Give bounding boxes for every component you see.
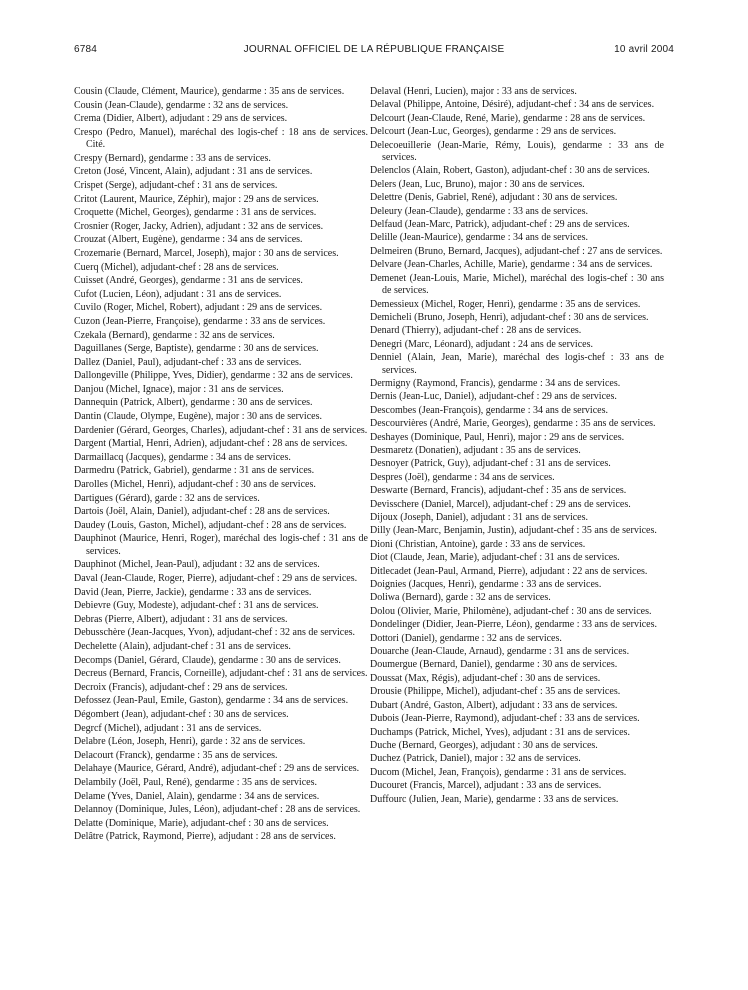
list-item: Duchez (Patrick, Daniel), major : 32 ans de services. [370,753,581,765]
list-item: Despres (Joël), gendarme : 34 ans de services. [370,471,555,483]
list-item: Delecoeuillerie (Jean-Marie, Rémy, Louis), gendarme : 33 ans de services. [370,139,664,164]
list-item: Delabre (Léon, Joseph, Henri), garde : 32 ans de services. [74,736,306,748]
list-item: Denniel (Alain, Jean, Marie), maréchal des logis-chef : 33 ans de services. [370,352,664,376]
list-item: Delacourt (Franck), gendarme : 35 ans de services. [74,749,278,761]
list-item: Ducom (Michel, Jean, François), gendarme : 31 ans de services. [370,766,627,778]
list-item: Dondelinger (Didier, Jean-Pierre, Léon), gendarme : 33 ans de services. [370,619,657,631]
list-item: Dubois (Jean-Pierre, Raymond), adjudant-chef : 33 ans de services. [370,713,640,725]
list-item: Danjou (Michel, Ignace), major : 31 ans de services. [74,383,284,395]
list-item: Dartois (Joël, Alain, Daniel), adjudant-chef : 28 ans de services. [74,506,330,518]
right-column [370,86,664,807]
list-item: Desnoyer (Patrick, Guy), adjudant-chef : 31 ans de services. [370,458,611,470]
list-item: Crouzat (Albert, Eugène), gendarme : 34 ans de services. [74,234,303,246]
list-item: Debusschère (Jean-Jacques, Yvon), adjudant-chef : 32 ans de services. [74,627,356,639]
list-item: Dottori (Daniel), gendarme : 32 ans de services. [370,632,562,644]
list-item: Critot (Laurent, Maurice, Zéphir), major : 29 ans de services. [74,193,319,205]
list-item: Delfaud (Jean-Marc, Patrick), adjudant-chef : 29 ans de services. [370,219,630,231]
list-item: Cuisset (André, Georges), gendarme : 31 ans de services. [74,275,303,287]
list-item: Demenet (Jean-Louis, Marie, Michel), maréchal des logis-chef : 30 ans de services. [370,272,664,297]
list-item: Delettre (Denis, Gabriel, René), adjudant : 30 ans de services. [370,192,618,204]
list-item: Doliwa (Bernard), garde : 32 ans de services. [370,592,551,604]
list-item: David (Jean, Pierre, Jackie), gendarme : 33 ans de services. [74,586,312,598]
list-item: Desmaretz (Donatien), adjudant : 35 ans de services. [370,444,581,456]
list-item: Cousin (Claude, Clément, Maurice), gendarme : 35 ans de services. [74,86,345,97]
list-item: Cuerq (Michel), adjudant-chef : 28 ans de services. [74,261,279,273]
list-item: Denegri (Marc, Léonard), adjudant : 24 ans de services. [370,338,593,350]
list-item: Delatte (Dominique, Marie), adjudant-chef : 30 ans de services. [74,817,329,829]
journal-title: JOURNAL OFFICIEL DE LA RÉPUBLIQUE FRANÇAISE [243,44,505,55]
list-item: Croquette (Michel, Georges), gendarme : 31 ans de services. [74,207,317,219]
list-item: Doignies (Jacques, Henri), gendarme : 33 ans de services. [370,579,602,591]
list-item: Cufot (Lucien, Léon), adjudant : 31 ans de services. [74,288,282,300]
list-item: Defossez (Jean-Paul, Emile, Gaston), gendarme : 34 ans de services. [74,695,349,707]
list-item: Czekala (Bernard), gendarme : 32 ans de services. [74,329,275,341]
list-item: Dannequin (Patrick, Albert), gendarme : 30 ans de services. [74,397,313,409]
list-item: Delers (Jean, Luc, Bruno), major : 30 ans de services. [370,178,585,190]
list-item: Crozemarie (Bernard, Marcel, Joseph), major : 30 ans de services. [74,247,339,259]
page-number: 6784 [74,44,98,55]
list-item: Dubart (André, Gaston, Albert), adjudant : 33 ans de services. [370,699,618,711]
list-item: Delaval (Henri, Lucien), major : 33 ans de services. [370,86,577,97]
list-item: Decomps (Daniel, Gérard, Claude), gendarme : 30 ans de services. [74,654,341,666]
list-item: Darolles (Michel, Henri), adjudant-chef : 30 ans de services. [74,479,316,491]
list-item: Drousie (Philippe, Michel), adjudant-chef : 35 ans de services. [370,686,621,698]
list-item: Delcourt (Jean-Luc, Georges), gendarme : 29 ans de services. [370,126,617,138]
list-item: Dauphinot (Maurice, Henri, Roger), maréchal des logis-chef : 31 ans de services. [74,533,368,557]
list-item: Deshayes (Dominique, Paul, Henri), major : 29 ans de services. [370,431,625,443]
list-item: Cuvilo (Roger, Michel, Robert), adjudant : 29 ans de services. [74,302,323,314]
list-item: Demessieux (Michel, Roger, Henri), gendarme : 35 ans de services. [370,298,641,310]
list-item: Ducouret (Francis, Marcel), adjudant : 33 ans de services. [370,780,602,792]
list-item: Daval (Jean-Claude, Roger, Pierre), adjudant-chef : 29 ans de services. [74,573,358,584]
list-item: Delenclos (Alain, Robert, Gaston), adjudant-chef : 30 ans de services. [370,165,650,177]
list-item: Degrcf (Michel), adjudant : 31 ans de services. [74,722,262,734]
list-item: Crespo (Pedro, Manuel), maréchal des logis-chef : 18 ans de services. Cité. [74,126,368,151]
list-item: Dallongeville (Philippe, Yves, Didier), gendarme : 32 ans de services. [74,370,353,382]
list-item: Delcourt (Jean-Claude, René, Marie), gendarme : 28 ans de services. [370,112,646,124]
list-item: Crema (Didier, Albert), adjudant : 29 ans de services. [74,113,288,125]
list-item: Decreus (Bernard, Francis, Corneille), adjudant-chef : 31 ans de services. [74,668,368,680]
list-item: Deswarte (Bernard, Francis), adjudant-chef : 35 ans de services. [370,485,627,497]
list-item: Decroix (Francis), adjudant-chef : 29 ans de services. [74,681,288,693]
list-item: Crosnier (Roger, Jacky, Adrien), adjudant : 32 ans de services. [74,220,324,232]
list-item: Crespy (Bernard), gendarme : 33 ans de services. [74,152,271,164]
list-item: Dioni (Christian, Antoine), garde : 33 ans de services. [370,538,586,550]
list-item: Dilly (Jean-Marc, Benjamin, Justin), adjudant-chef : 35 ans de services. [370,525,657,537]
list-item: Dijoux (Joseph, Daniel), adjudant : 31 ans de services. [370,512,589,523]
list-item: Diot (Claude, Jean, Marie), adjudant-chef : 31 ans de services. [370,552,620,564]
list-item: Daguillanes (Serge, Baptiste), gendarme : 30 ans de services. [74,343,319,355]
list-item: Debievre (Guy, Modeste), adjudant-chef : 31 ans de services. [74,600,319,612]
list-item: Dardenier (Gérard, Georges, Charles), adjudant-chef : 31 ans de services. [74,424,368,436]
list-item: Crispet (Serge), adjudant-chef : 31 ans de services. [74,179,278,191]
list-item: Delille (Jean-Maurice), gendarme : 34 ans de services. [370,232,588,244]
list-item: Dolou (Olivier, Marie, Philomène), adjudant-chef : 30 ans de services. [370,605,652,617]
list-item: Duche (Bernard, Georges), adjudant : 30 ans de services. [370,739,598,751]
list-item: Darmaillacq (Jacques), gendarme : 34 ans de services. [74,451,291,463]
list-item: Dargent (Martial, Henri, Adrien), adjudant-chef : 28 ans de services. [74,438,348,450]
list-item: Dechelette (Alain), adjudant-chef : 31 ans de services. [74,640,291,652]
list-item: Delmeiren (Bruno, Bernard, Jacques), adjudant-chef : 27 ans de services. [370,245,663,257]
list-item: Delannoy (Dominique, Jules, Léon), adjudant-chef : 28 ans de services. [74,804,361,816]
list-item: Descombes (Jean-François), gendarme : 34 ans de services. [370,404,608,416]
left-column [74,86,368,845]
list-item: Delâtre (Patrick, Raymond, Pierre), adjudant : 28 ans de services. [74,831,336,843]
list-item: Duffourc (Julien, Jean, Marie), gendarme : 33 ans de services. [370,793,619,805]
list-item: Doumergue (Bernard, Daniel), gendarme : 30 ans de services. [370,659,618,671]
list-item: Dégombert (Jean), adjudant-chef : 30 ans de services. [74,708,289,720]
list-item: Debras (Pierre, Albert), adjudant : 31 ans de services. [74,613,288,625]
list-item: Duchamps (Patrick, Michel, Yves), adjudant : 31 ans de services. [370,726,630,738]
list-item: Douarche (Jean-Claude, Arnaud), gendarme : 31 ans de services. [370,646,630,658]
list-item: Dallez (Daniel, Paul), adjudant-chef : 33 ans de services. [74,356,302,368]
list-item: Delaval (Philippe, Antoine, Désiré), adjudant-chef : 34 ans de services. [370,99,655,111]
list-item: Denard (Thierry), adjudant-chef : 28 ans de services. [370,325,582,337]
list-item: Devisschere (Daniel, Marcel), adjudant-chef : 29 ans de services. [370,498,631,510]
list-item: Delahaye (Maurice, Gérard, André), adjudant-chef : 29 ans de services. [74,763,360,775]
list-item: Darmedru (Patrick, Gabriel), gendarme : 31 ans de services. [74,465,315,477]
list-item: Daudey (Louis, Gaston, Michel), adjudant-chef : 28 ans de services. [74,519,347,531]
page-header [74,44,674,58]
list-item: Deleury (Jean-Claude), gendarme : 33 ans de services. [370,205,588,217]
list-item: Delvare (Jean-Charles, Achille, Marie), gendarme : 34 ans de services. [370,259,653,271]
list-item: Dernis (Jean-Luc, Daniel), adjudant-chef : 29 ans de services. [370,391,617,403]
list-item: Dartigues (Gérard), garde : 32 ans de services. [74,492,260,504]
list-item: Cuzon (Jean-Pierre, Françoise), gendarme : 33 ans de services. [74,315,326,327]
list-item: Doussat (Max, Régis), adjudant-chef : 30 ans de services. [370,672,601,684]
list-item: Dauphinot (Michel, Jean-Paul), adjudant : 32 ans de services. [74,559,320,571]
list-item: Creton (José, Vincent, Alain), adjudant : 31 ans de services. [74,166,313,178]
list-item: Cousin (Jean-Claude), gendarme : 32 ans de services. [74,99,289,111]
list-item: Descourvières (André, Marie, Georges), gendarme : 35 ans de services. [370,418,656,430]
list-item: Demicheli (Bruno, Joseph, Henri), adjudant-chef : 30 ans de services. [370,311,649,323]
list-item: Delame (Yves, Daniel, Alain), gendarme : 34 ans de services. [74,790,320,802]
list-item: Ditlecadet (Jean-Paul, Armand, Pierre), adjudant : 22 ans de services. [370,565,648,577]
list-item: Delambily (Joël, Paul, René), gendarme : 35 ans de services. [74,776,317,788]
list-item: Dantin (Claude, Olympe, Eugène), major : 30 ans de services. [74,411,322,423]
publication-date: 10 avril 2004 [614,44,674,55]
list-item: Dermigny (Raymond, Francis), gendarme : 34 ans de services. [370,377,621,389]
